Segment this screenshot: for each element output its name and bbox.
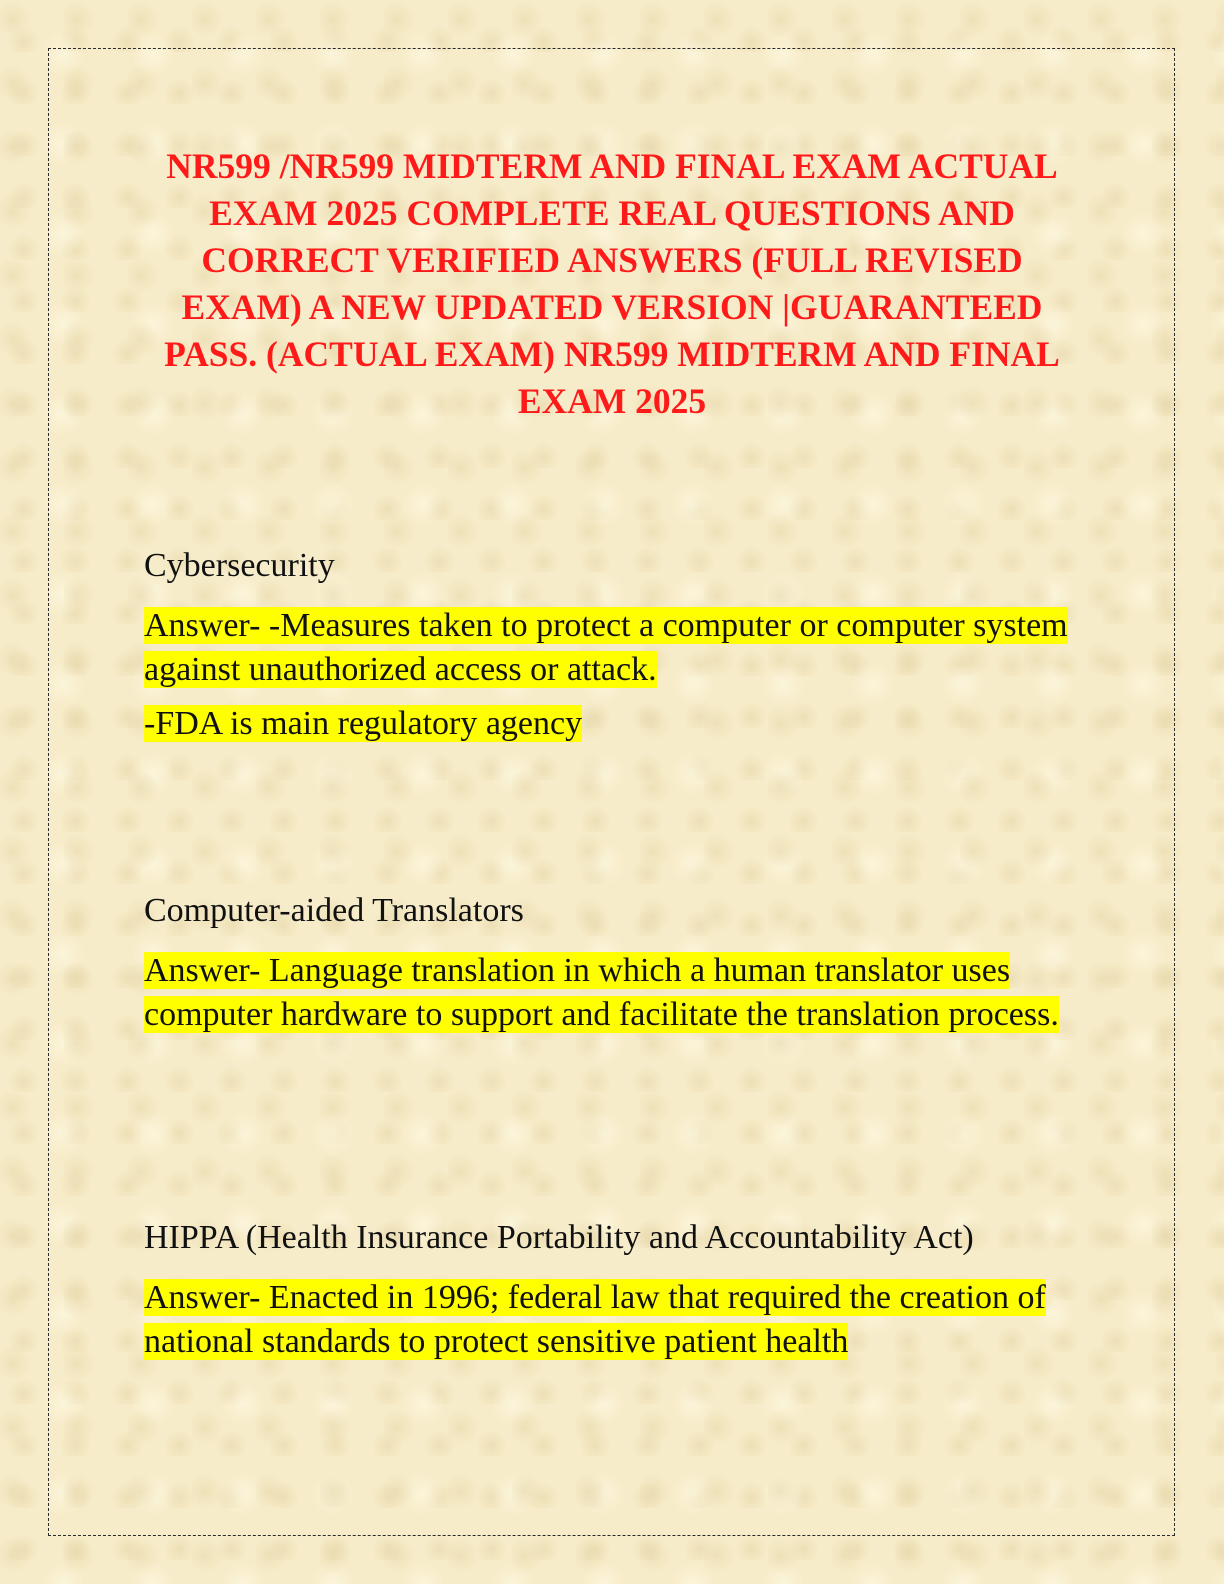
question-term: Cybersecurity bbox=[144, 547, 335, 584]
qa-entry-computer-aided-translators bbox=[144, 891, 1074, 1047]
document-title: NR599 /NR599 MIDTERM AND FINAL EXAM ACTUAL EXAM 2025 COMPLETE REAL QUESTIONS AND CORRECT VERIFIED ANSWERS (FULL REVISED EXAM) A NEW UPDATED VERSION |GUARANTEED PASS. (ACTUAL EXAM) NR599 MIDTERM AND FINAL EXAM 2025 bbox=[164, 146, 1060, 421]
answer-text: Answer- Language translation in which a human translator uses computer hardware to support and facilitate the translation process. bbox=[144, 952, 1059, 1033]
question-term: HIPPA (Health Insurance Portability and Accountability Act) bbox=[144, 1219, 974, 1256]
answer-text: -FDA is main regulatory agency bbox=[144, 705, 583, 742]
question-term: Computer-aided Translators bbox=[144, 892, 524, 929]
answer-text: Answer- -Measures taken to protect a computer or computer system against unauthorized access or attack. bbox=[144, 607, 1068, 688]
qa-entry-hippa bbox=[144, 1218, 1074, 1374]
qa-entry-cybersecurity bbox=[144, 546, 1074, 756]
answer-text: Answer- Enacted in 1996; federal law that required the creation of national standards to protect sensitive patient health bbox=[144, 1279, 1046, 1360]
